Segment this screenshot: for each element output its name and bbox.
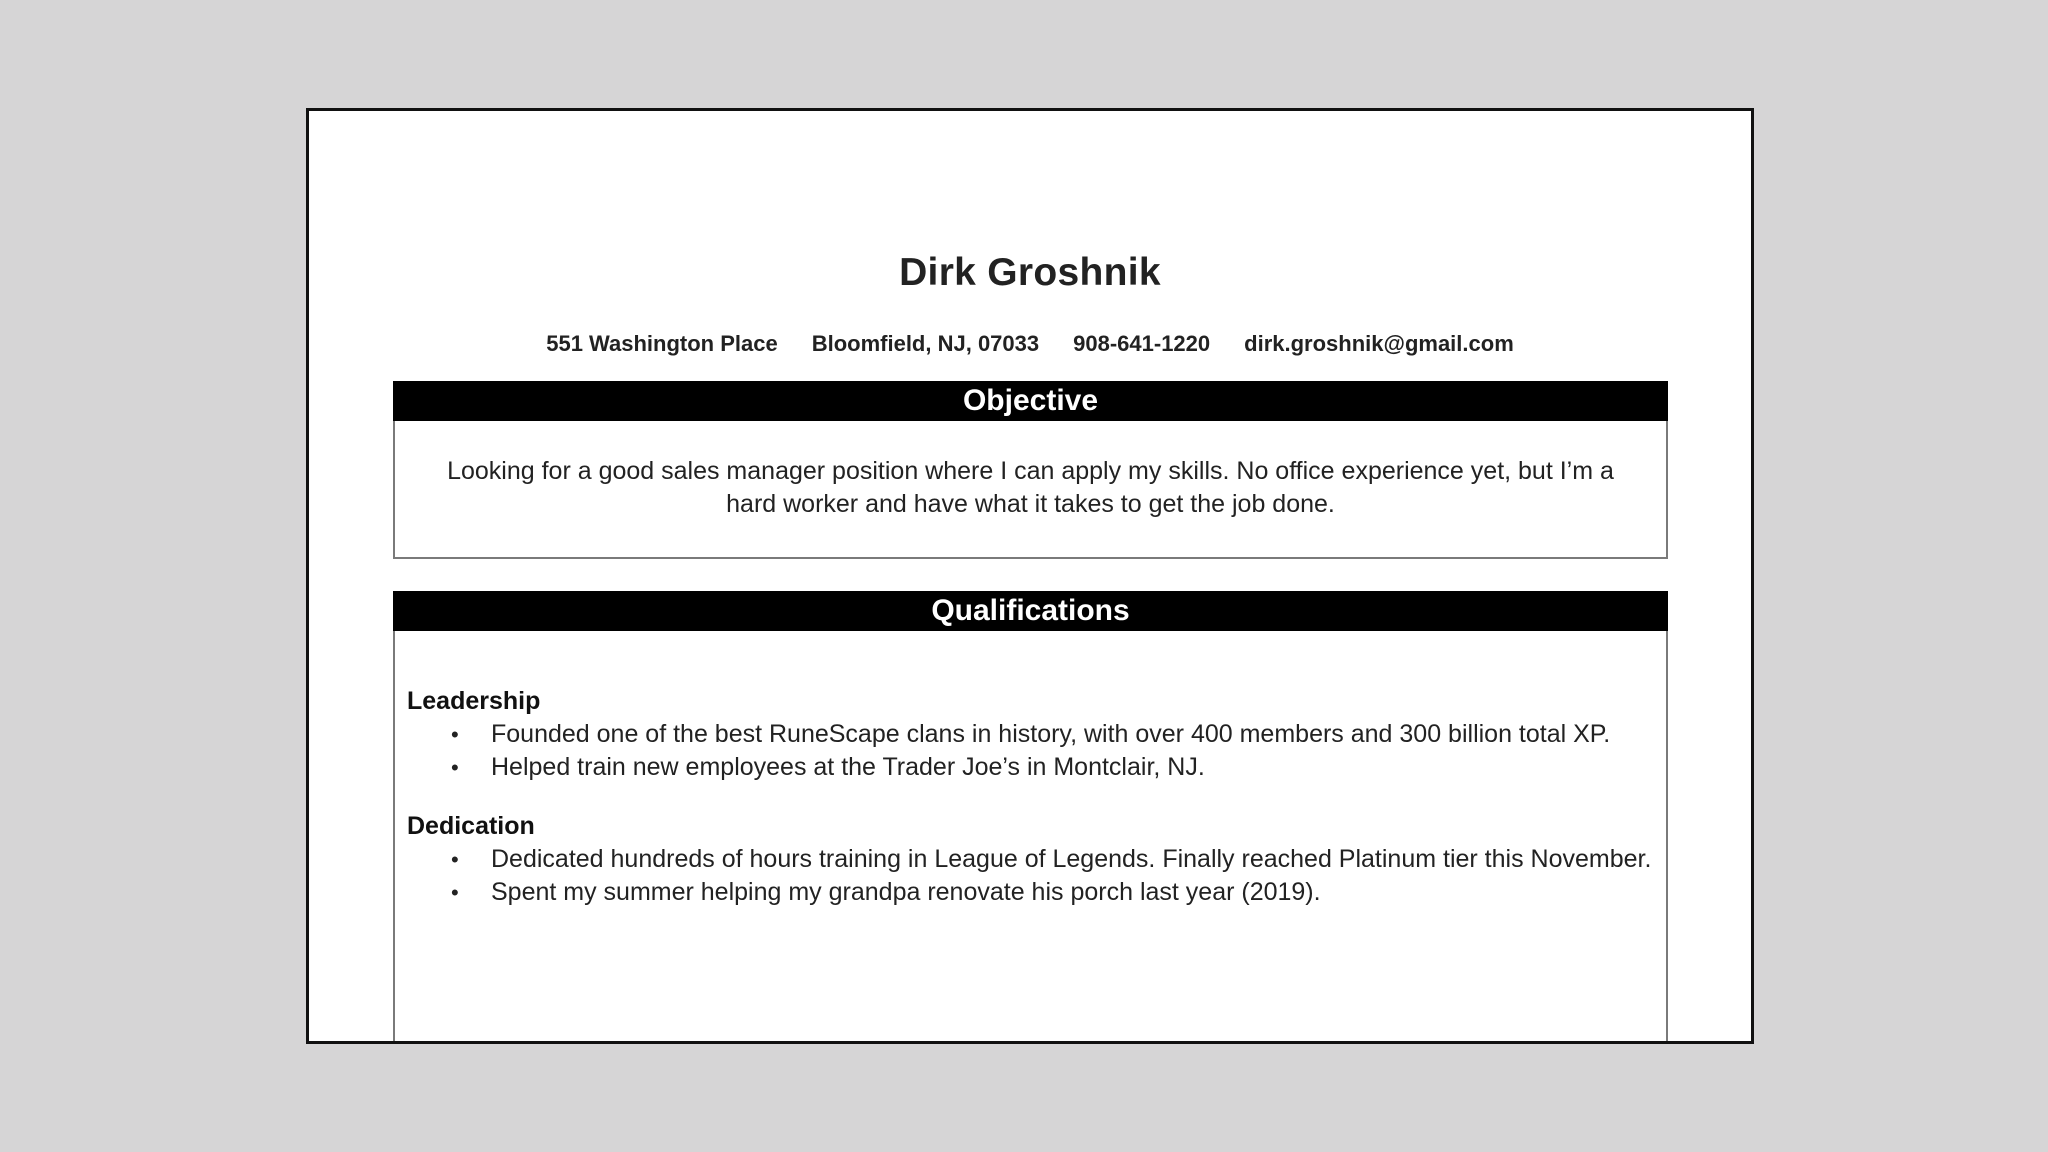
qualifications-header: Qualifications: [393, 591, 1668, 631]
contact-line: [309, 331, 1751, 357]
bullet-icon: •: [451, 880, 459, 905]
list-item: [407, 751, 1652, 784]
objective-section: [393, 381, 1668, 559]
contact-email: dirk.groshnik@gmail.com: [1244, 331, 1514, 356]
dedication-list: [407, 843, 1652, 909]
resume-name: Dirk Groshnik: [899, 251, 1161, 294]
resume-page: [306, 108, 1754, 1044]
leadership-list: [407, 718, 1652, 784]
list-item-text: Founded one of the best RuneScape clans in history, with over 400 members and 300 billion total XP.: [491, 720, 1611, 748]
list-item: [407, 843, 1652, 876]
contact-address: 551 Washington Place: [546, 331, 778, 356]
list-item-text: Dedicated hundreds of hours training in League of Legends. Finally reached Platinum tier this November.: [491, 845, 1652, 873]
bullet-icon: •: [451, 755, 459, 780]
objective-header: Objective: [393, 381, 1668, 421]
qualifications-body: [395, 631, 1666, 909]
qual-heading-dedication: Dedication: [407, 812, 535, 840]
contact-city: Bloomfield, NJ, 07033: [811, 331, 1040, 356]
objective-text: Looking for a good sales manager position where I can apply my skills. No office experience yet, but I’m a hard worker and have what it takes to get the job done.: [447, 457, 1614, 518]
qualifications-section: [393, 591, 1668, 1044]
contact-phone: 908-641-1220: [1073, 331, 1211, 356]
list-item: [407, 718, 1652, 751]
qual-heading-leadership: Leadership: [407, 687, 541, 715]
list-item: [407, 876, 1652, 909]
bullet-icon: •: [451, 722, 459, 747]
list-item-text: Helped train new employees at the Trader Joe’s in Montclair, NJ.: [491, 753, 1205, 781]
list-item-text: Spent my summer helping my grandpa renovate his porch last year (2019).: [491, 878, 1321, 906]
bullet-icon: •: [451, 847, 459, 872]
